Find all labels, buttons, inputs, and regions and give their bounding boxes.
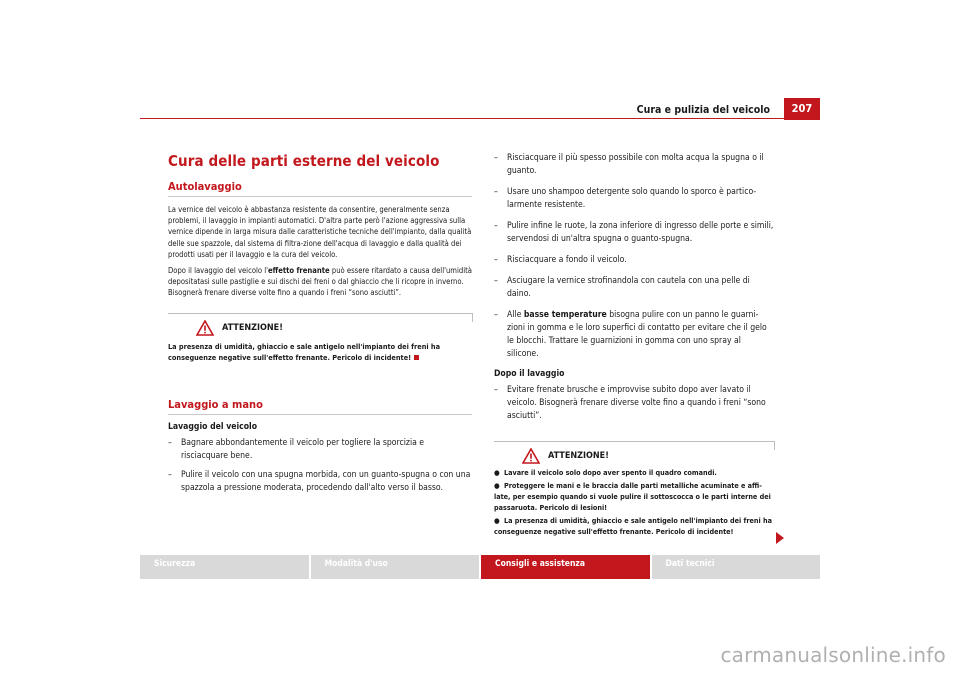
warning-bullet: ● La presenza di umidità, ghiaccio e sale antigelo nell'impianto dei freni ha conseguenze negative sull'effetto frenante. Pericolo di incidente! [494,516,772,536]
lavaggio-veicolo-label: Lavaggio del veicolo [168,421,258,432]
warning-text [168,341,472,363]
next-page-arrow-icon[interactable] [776,532,784,544]
autolavaggio-paragraph-2 [168,265,472,299]
autolavaggio-title: Autolavaggio [168,180,472,197]
warning-triangle-icon [522,448,540,464]
warning-triangle-icon [196,320,214,336]
watermark: carmanualsonline.info [720,643,946,667]
list-item: – Bagnare abbondantemente il veicolo per togliere la sporcizia e risciacquare bene. [168,437,472,463]
warning-frame [168,313,473,322]
warning-bullet: ● Proteggere le mani e le braccia dalle parti metalliche acuminate e affi-late, per esempio quando si vuole pulire il sottoscocca o le parti interne dei passaruota. Pericolo di lesioni! [494,481,771,512]
section-title: Cura delle parti esterne del veicolo [168,152,440,170]
item6-bold: basse temperature [523,310,607,320]
list-item: – Risciacquare a fondo il veicolo. [494,254,774,267]
list-item: – Risciacquare il più spesso possibile con molta acqua la spugna o il guanto. [494,152,774,178]
item6-text-a: Alle [507,310,524,320]
lavaggio-mano-title: Lavaggio a mano [168,398,472,415]
list-item-text: Asciugare la vernice strofinandola con cautela con una pelle di daino. [507,276,750,299]
list-item: – Pulire il veicolo con una spugna morbida, con un guanto-spugna o con una spazzola a pressione moderata, procedendo dall'alto verso il basso. [168,469,471,493]
warning-box-right [494,441,774,537]
tab-consigli-assistenza[interactable]: Consigli e assistenza [481,555,650,579]
left-column [168,152,472,501]
page-number: 207 [784,98,820,120]
list-item-text [507,309,774,361]
dopo-lavaggio-label: Dopo il lavaggio [494,369,565,379]
tab-modalita-uso[interactable]: Modalità d'uso [311,555,480,579]
list-item-text: Pulire il veicolo con una spugna morbida, con un guanto-spugna o con una spazzola a pressione moderata, procedendo dall'alto verso il basso. [181,469,471,493]
p2-text-b: può essere ritardato a causa dell'umidità depositatasi sulle pastiglie e sui dischi dei freni o dal ghiaccio che li ricopre in inverno. Bisognerà frenare diverse volte fino a quando i freni “sono asciutti”. [168,266,472,298]
footer-nav [140,555,820,579]
list-item-text: Risciacquare a fondo il veicolo. [507,255,627,265]
warning-title: ATTENZIONE! [548,451,609,461]
warning-bullet-text: Lavare il veicolo solo dopo aver spento il quadro comandi. [504,468,717,477]
warning-bullet-text: Proteggere le mani e le braccia dalle parti metalliche acuminate e affi-late, per esempio quando si vuole pulire il sottoscocca o le parti interne dei passaruota. Pericolo di lesioni! [494,481,771,512]
warning-bullet-text: La presenza di umidità, ghiaccio e sale antigelo nell'impianto dei freni ha conseguenze negative sull'effetto frenante. Pericolo di incidente! [494,516,772,536]
list-item-text: Usare uno shampoo detergente solo quando lo sporco è partico-larmente resistente. [507,187,757,210]
warning-frame [494,441,775,450]
warning-text-content: La presenza di umidità, ghiaccio e sale antigelo nell'impianto dei freni ha conseguenze negative sull'effetto frenante. Pericolo di incidente! [168,341,441,362]
tab-dati-tecnici[interactable]: Dati tecnici [652,555,821,579]
list-item: – Usare uno shampoo detergente solo quando lo sporco è partico-larmente resistente. [494,186,774,212]
item6-text-b: bisogna pulire con un panno le guarni-zioni in gomma e le loro superfici di contatto per evitare che il gelo le blocchi. Trattare le guarnizioni in gomma con uno spray al silicone. [507,310,767,359]
list-item: – Alle basse temperature bisogna pulire con un panno le guarni-zioni in gomma e le loro superfici di contatto per evitare che il gelo le blocchi. Trattare le guarnizioni in gomma con uno spray al silicone. [494,309,774,361]
end-of-section-mark [414,355,419,360]
p2-bold: effetto frenante [268,266,330,276]
list-item: – Evitare frenate brusche e improvvise subito dopo aver lavato il veicolo. Bisognerà frenare diverse volte fino a quando i freni “sono asciutti”. [494,384,774,423]
list-item-text: Evitare frenate brusche e improvvise subito dopo aver lavato il veicolo. Bisognerà frenare diverse volte fino a quando i freni “sono asciutti”. [507,385,766,421]
right-column [494,152,774,539]
running-header-title: Cura e pulizia del veicolo [636,104,770,116]
autolavaggio-paragraph-1: La vernice del veicolo è abbastanza resistente da consentire, generalmente senza problemi, il lavaggio in impianti automatici. D'altra parte però l'azione aggressiva sulla vernice dipende in larga misura dalle caratteristiche tecniche dell'impianto, dalla qualità delle sue spazzole, dal sistema di filtra-zione dell'acqua di lavaggio e dalla qualità dei prodotti usati per il lavaggio e la cura del veicolo. [168,205,472,259]
header-rule [140,118,784,119]
list-item-text: Risciacquare il più spesso possibile con molta acqua la spugna o il guanto. [507,153,764,176]
tab-sicurezza[interactable]: Sicurezza [140,555,309,579]
list-item-text: Bagnare abbondantemente il veicolo per togliere la sporcizia e risciacquare bene. [181,437,425,461]
list-item: – Asciugare la vernice strofinandola con cautela con una pelle di daino. [494,275,774,301]
warning-box-left [168,313,472,363]
warning-title: ATTENZIONE! [222,322,283,333]
list-item-text: Pulire infine le ruote, la zona inferiore di ingresso delle porte e simili, servendosi di un'altra spugna o guanto-spugna. [507,221,774,244]
warning-bullet: ● Lavare il veicolo solo dopo aver spento il quadro comandi. [494,468,717,477]
p2-text-a: Dopo il lavaggio del veicolo l' [168,266,269,276]
list-item: – Pulire infine le ruote, la zona inferiore di ingresso delle porte e simili, servendosi di un'altra spugna o guanto-spugna. [494,221,774,244]
